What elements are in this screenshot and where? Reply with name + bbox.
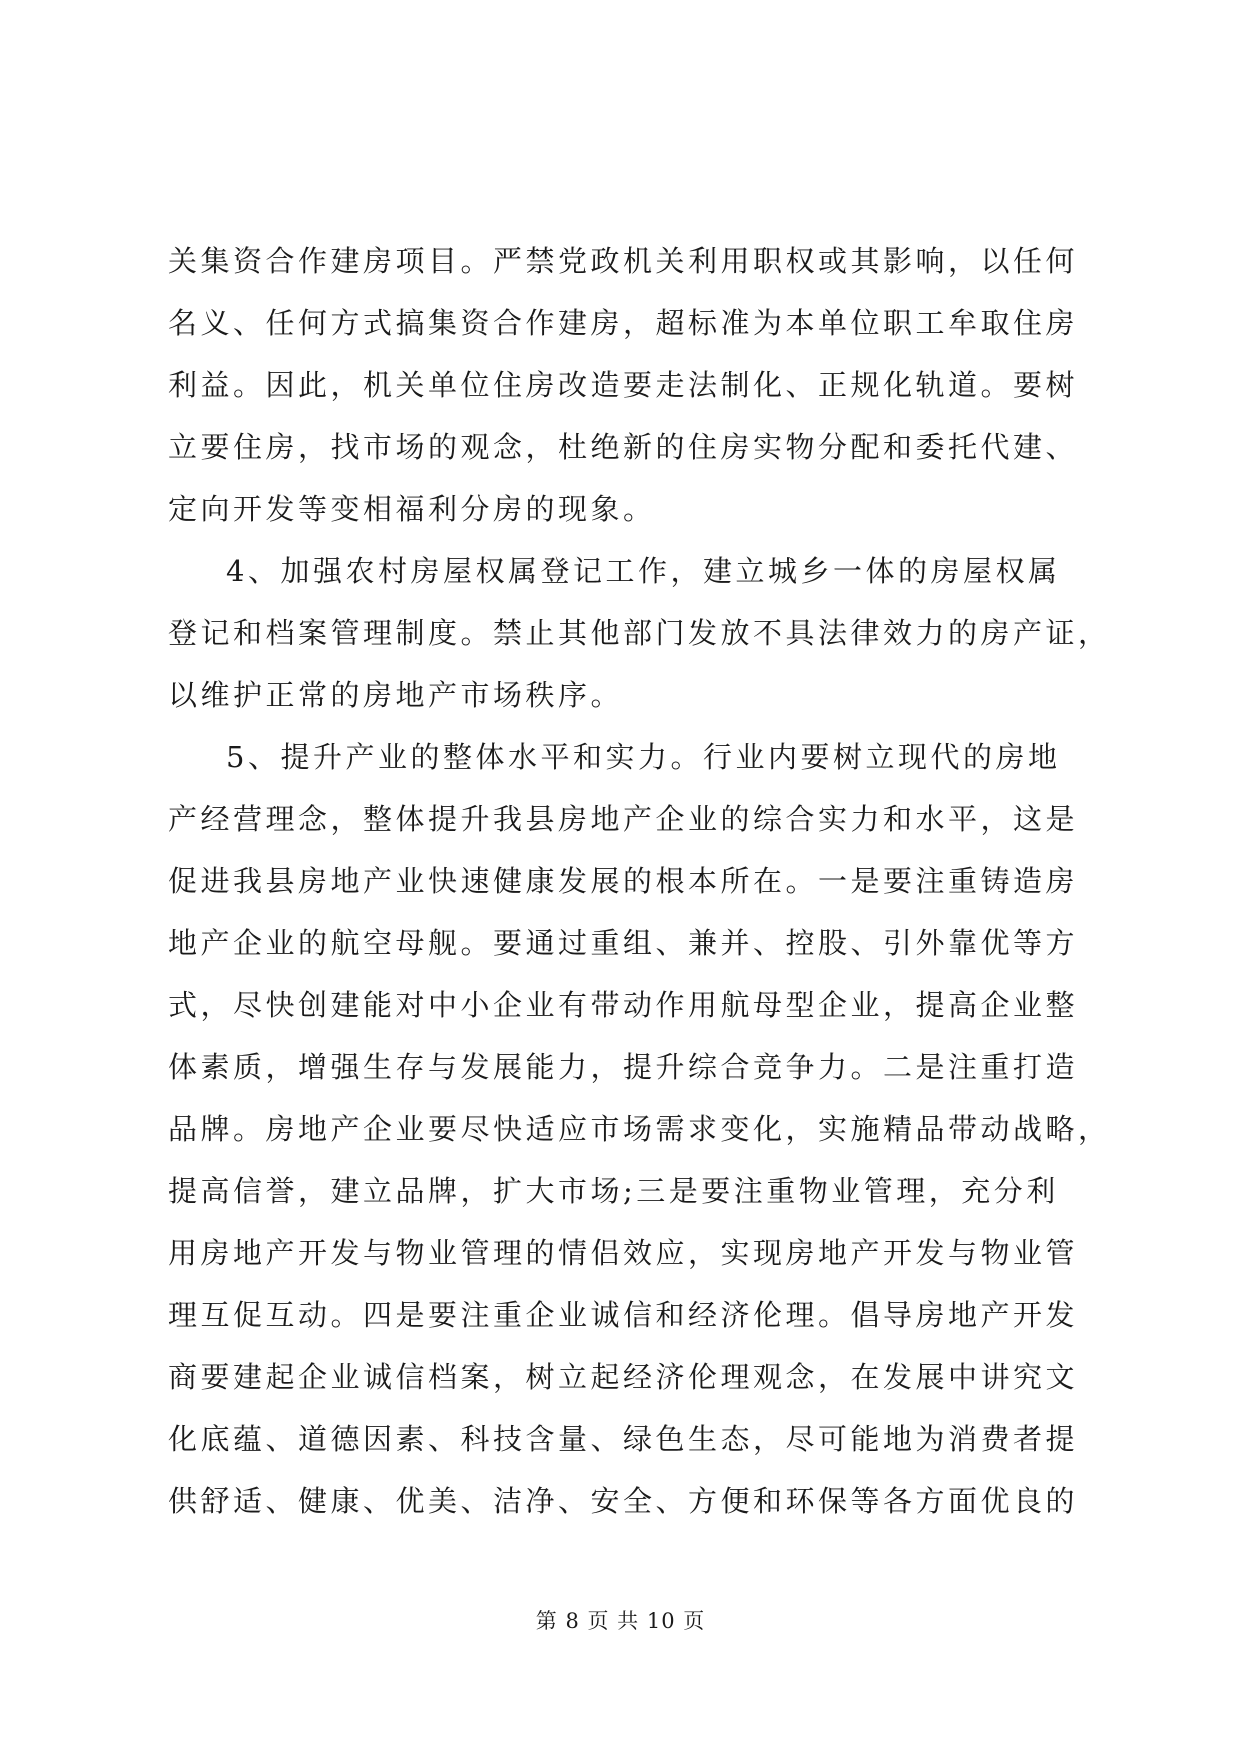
paragraph-2	[168, 540, 1111, 726]
text-line: 品牌。房地产企业要尽快适应市场需求变化，实施精品带动战略，	[168, 1112, 1111, 1146]
text-line: 供舒适、健康、优美、洁净、安全、方便和环保等各方面优良的	[168, 1484, 1079, 1518]
text-line: 登记和档案管理制度。禁止其他部门发放不具法律效力的房产证，	[168, 616, 1111, 650]
text-line: 定向开发等变相福利分房的现象。	[168, 492, 656, 526]
text-line: 名义、任何方式搞集资合作建房，超标准为本单位职工牟取住房	[168, 306, 1079, 340]
body-text	[168, 230, 1111, 1532]
text-line: 4、加强农村房屋权属登记工作，建立城乡一体的房屋权属	[226, 554, 1061, 588]
paragraph-3	[168, 726, 1111, 1532]
text-line: 商要建起企业诚信档案，树立起经济伦理观念，在发展中讲究文	[168, 1360, 1079, 1394]
text-line: 促进我县房地产业快速健康发展的根本所在。一是要注重铸造房	[168, 864, 1079, 898]
text-line: 提高信誉，建立品牌，扩大市场;三是要注重物业管理，充分利	[168, 1174, 1059, 1208]
text-line: 立要住房，找市场的观念，杜绝新的住房实物分配和委托代建、	[168, 430, 1079, 464]
paragraph-1	[168, 230, 1079, 540]
text-line: 利益。因此，机关单位住房改造要走法制化、正规化轨道。要树	[168, 368, 1079, 402]
text-line: 5、提升产业的整体水平和实力。行业内要树立现代的房地	[226, 740, 1061, 774]
text-line: 以维护正常的房地产市场秩序。	[168, 678, 624, 712]
text-line: 理互促互动。四是要注重企业诚信和经济伦理。倡导房地产开发	[168, 1298, 1079, 1332]
text-line: 用房地产开发与物业管理的情侣效应，实现房地产开发与物业管	[168, 1236, 1079, 1270]
text-line: 化底蕴、道德因素、科技含量、绿色生态，尽可能地为消费者提	[168, 1422, 1079, 1456]
text-line: 产经营理念，整体提升我县房地产企业的综合实力和水平，这是	[168, 802, 1079, 836]
text-line: 式，尽快创建能对中小企业有带动作用航母型企业，提高企业整	[168, 988, 1079, 1022]
text-line: 体素质，增强生存与发展能力，提升综合竞争力。二是注重打造	[168, 1050, 1079, 1084]
page-footer: 第 8 页 共 10 页	[535, 1609, 706, 1633]
text-line: 地产企业的航空母舰。要通过重组、兼并、控股、引外靠优等方	[168, 926, 1079, 960]
text-line: 关集资合作建房项目。严禁党政机关利用职权或其影响，以任何	[168, 244, 1079, 278]
